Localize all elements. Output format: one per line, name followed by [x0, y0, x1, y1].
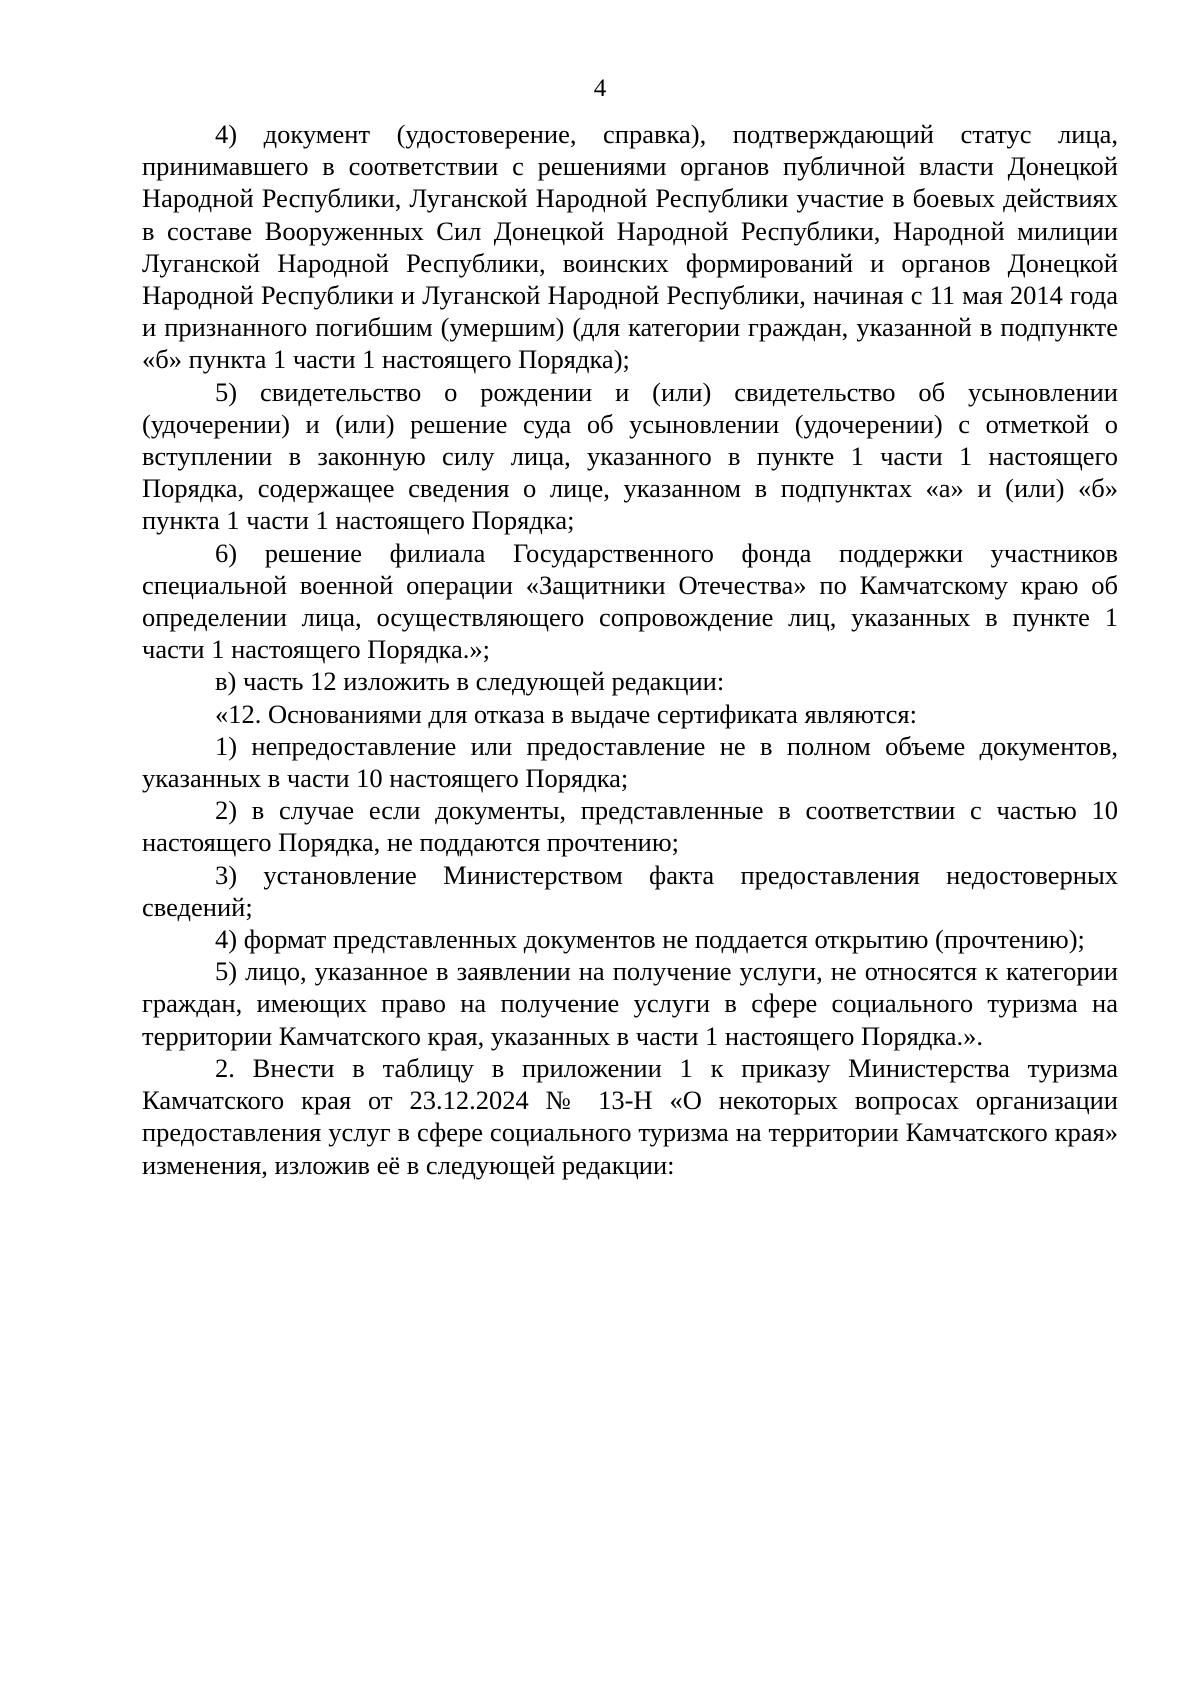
paragraph-item-6-fund-decision: 6) решение филиала Государственного фонда поддержки участников специальной военной операции «Защитники Отечества» по Камчатскому краю об определении лица, осуществляющего сопровождение лиц, указанных в пункте 1 части 1 настоящего Порядка.»; — [142, 537, 1118, 665]
paragraph-refusal-4: 4) формат представленных документов не поддается открытию (прочтению); — [215, 924, 1085, 955]
paragraph-refusal-5: 5) лицо, указанное в заявлении на получение услуги, не относятся к категории граждан, имеющих право на получение услуги в сфере социального туризма на территории Камчатского края, указанных в части 1 настоящего Порядка.». — [142, 956, 1118, 1051]
page-number: 4 — [593, 75, 607, 102]
paragraph-refusal-3: 3) установление Министерством факта предоставления недостоверных сведений; — [142, 859, 1118, 922]
paragraph-refusal-2: 2) в случае если документы, представленные в соответствии с частью 10 настоящего Порядка, не поддаются прочтению; — [142, 795, 1118, 858]
paragraph-item-5-birth-certificate: 5) свидетельство о рождении и (или) свидетельство об усыновлении (удочерении) и (или) решение суда об усыновлении (удочерении) с отметкой о вступлении в законную силу лица, указанного в пункте 1 части 1 настоящего Порядка, содержащее сведения о лице, указанном в подпунктах «а» и (или) «б» пункта 1 части 1 настоящего Порядка; — [142, 376, 1118, 536]
document-body — [142, 118, 1118, 1181]
paragraph-part-12-amendment: в) часть 12 изложить в следующей редакции: — [215, 666, 725, 697]
paragraph-item-2-table-amendment: 2. Внести в таблицу в приложении 1 к приказу Министерства туризма Камчатского края от 23.12.2024 № 13-Н «О некоторых вопросах организации предоставления услуг в сфере социального туризма на территории Камчатского края» изменения, изложив её в следующей редакции: — [142, 1052, 1118, 1180]
paragraph-item-4-certificate: 4) документ (удостоверение, справка), подтверждающий статус лица, принимавшего в соответствии с решениями органов публичной власти Донецкой Народной Республики, Луганской Народной Республики участие в боевых действиях в составе Вооруженных Сил Донецкой Народной Республики, Народной милиции Луганской Народной Республики, воинских формирований и органов Донецкой Народной Республики и Луганской Народной Республики, начиная с 11 мая 2014 года и признанного погибшим (умершим) (для категории граждан, указанной в подпункте «б» пункта 1 части 1 настоящего Порядка); — [142, 119, 1118, 375]
paragraph-part-12-heading: «12. Основаниями для отказа в выдаче сертификата являются: — [215, 698, 917, 729]
paragraph-refusal-1: 1) непредоставление или предоставление не в полном объеме документов, указанных в части 10 настоящего Порядка; — [142, 730, 1118, 794]
